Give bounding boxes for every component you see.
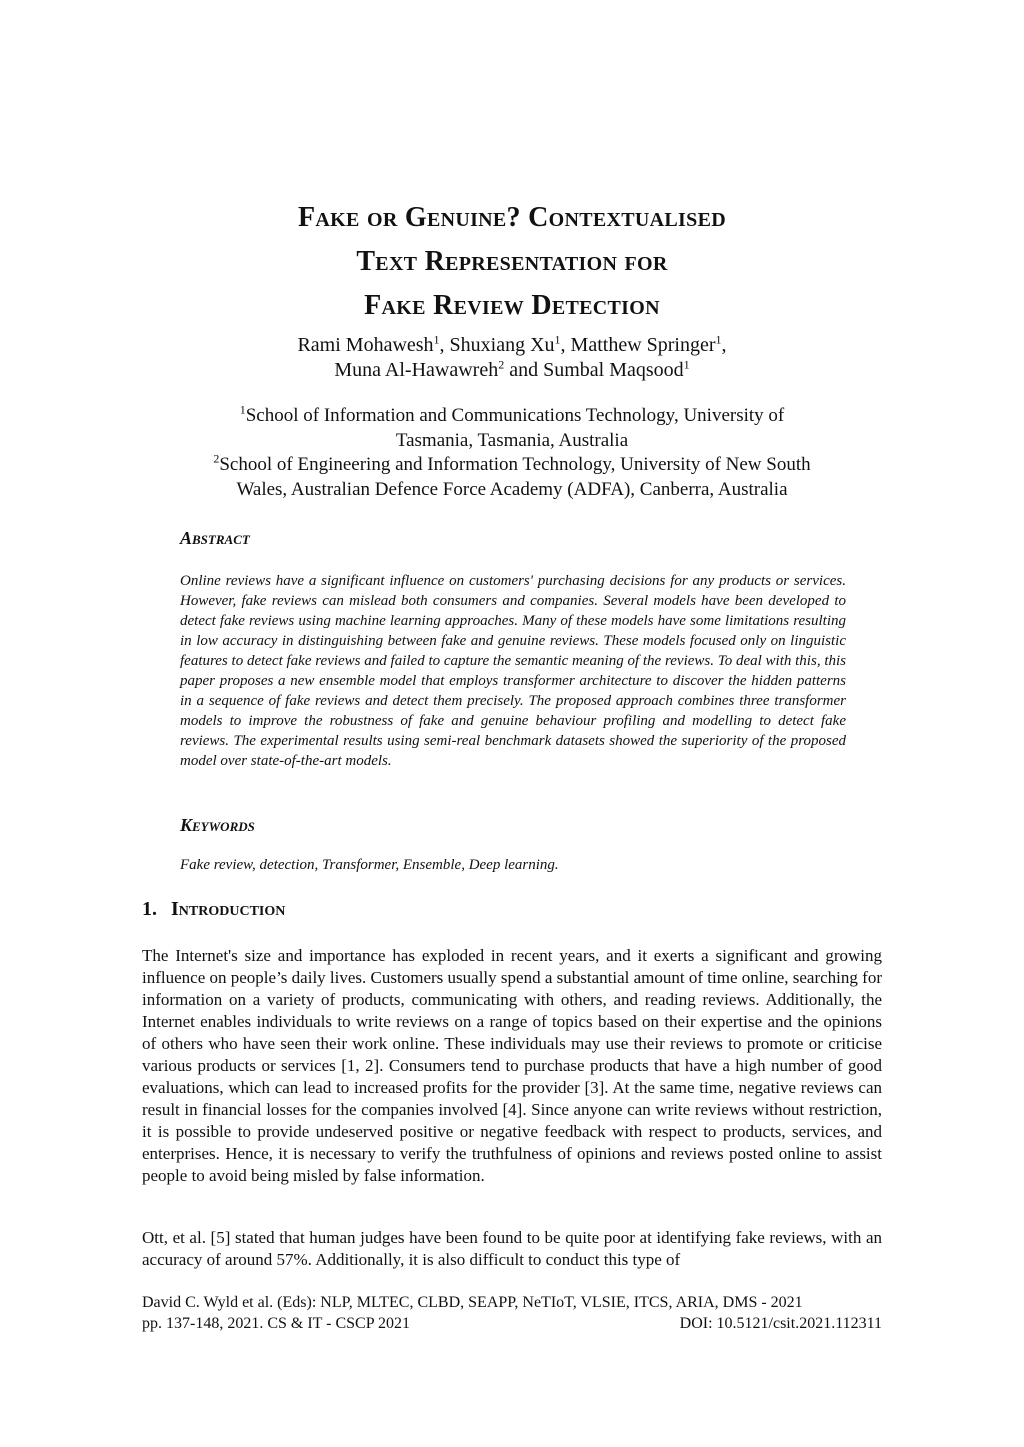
footer-proceedings: David C. Wyld et al. (Eds): NLP, MLTEC, CLBD, SEAPP, NeTIoT, VLSIE, ITCS, ARIA, DMS - 2021 bbox=[142, 1294, 803, 1311]
abstract-body: Online reviews have a significant influence on customers' purchasing decisions for any products or services. However, fake reviews can mislead both consumers and companies. Several models have been developed to detect fake reviews using machine learning approaches. Many of these models have some limitations resulting in low accuracy in distinguishing between fake and genuine reviews. These models focused only on linguistic features to detect fake reviews and failed to capture the semantic meaning of the reviews. To deal with this, this paper proposes a new ensemble model that employs transformer architecture to discover the hidden patterns in a sequence of fake reviews and detect them precisely. The proposed approach combines three transformer models to improve the robustness of fake and genuine behaviour profiling and modelling to detect fake reviews. The experimental results using semi-real benchmark datasets showed the superiority of the proposed model over state-of-the-art models. bbox=[180, 573, 846, 769]
title-line-2: Text Representation for bbox=[356, 246, 668, 277]
author-affil-mark: 1 bbox=[433, 332, 440, 347]
keywords-body: Fake review, detection, Transformer, Ensemble, Deep learning. bbox=[180, 857, 559, 873]
intro-paragraph-2: Ott, et al. [5] stated that human judges have been found to be quite poor at identifying fake reviews, with an accuracy of around 57%. Additionally, it is also difficult to conduct this type of bbox=[142, 1228, 882, 1269]
affil-mark: 2 bbox=[213, 451, 220, 466]
affil-mark: 1 bbox=[239, 402, 246, 417]
author-line-2 bbox=[120, 358, 904, 383]
affiliation-1-line-1 bbox=[120, 404, 904, 429]
author-list bbox=[120, 333, 904, 383]
author-affil-mark: 1 bbox=[683, 357, 690, 372]
keywords-heading: Keywords bbox=[180, 815, 255, 835]
footer-citation-row bbox=[142, 1315, 882, 1333]
abstract-heading: Abstract bbox=[180, 528, 250, 548]
author-name: Rami Mohawesh bbox=[297, 334, 434, 356]
author-affil-mark: 1 bbox=[715, 332, 722, 347]
author-name: , Shuxiang Xu bbox=[439, 334, 555, 356]
author-name: , Matthew Springer bbox=[560, 334, 716, 356]
affil-text: School of Engineering and Information Technology, University of New South bbox=[219, 454, 811, 475]
author-affil-mark: 1 bbox=[554, 332, 561, 347]
paper-title bbox=[120, 196, 904, 328]
title-line-3: Fake Review Detection bbox=[364, 290, 660, 321]
footer-doi: DOI: 10.5121/csit.2021.112311 bbox=[679, 1315, 882, 1332]
affiliations bbox=[120, 404, 904, 502]
section-title: Introduction bbox=[171, 898, 286, 920]
affiliation-2-line-2: Wales, Australian Defence Force Academy (ADFA), Canberra, Australia bbox=[236, 478, 788, 500]
introduction-heading bbox=[142, 898, 285, 921]
affil-text: School of Information and Communications Technology, University of bbox=[245, 405, 785, 426]
author-affil-mark: 2 bbox=[498, 357, 505, 372]
intro-paragraph-1: The Internet's size and importance has exploded in recent years, and it exerts a significant and growing influence on people’s daily lives. Customers usually spend a substantial amount of time online, searching for information on a variety of products, communicating with others, and reading reviews. Additionally, the Internet enables individuals to write reviews on a range of topics based on their expertise and the opinions of others who have seen their work online. These individuals may use their reviews to promote or criticise various products or services [1, 2]. Consumers tend to purchase products that have a high number of good evaluations, which can lead to increased profits for the provider [3]. At the same time, negative reviews can result in financial losses for the companies involved [4]. Since anyone can write reviews without restriction, it is possible to provide undeserved positive or negative feedback with respect to products, services, and enterprises. Hence, it is necessary to verify the truthfulness of opinions and reviews posted online to assist people to avoid being misled by false information. bbox=[142, 946, 882, 1185]
affiliation-1-line-2: Tasmania, Tasmania, Australia bbox=[395, 429, 629, 451]
author-name: and Sumbal Maqsood bbox=[504, 359, 684, 381]
author-line-1 bbox=[120, 333, 904, 358]
title-line-1: Fake or Genuine? Contextualised bbox=[298, 202, 726, 233]
section-number: 1. bbox=[142, 898, 157, 920]
author-name: Muna Al-Hawawreh bbox=[334, 359, 499, 381]
affiliation-2-line-1 bbox=[120, 453, 904, 478]
author-separator: , bbox=[721, 334, 727, 356]
footer-pages: pp. 137-148, 2021. CS & IT - CSCP 2021 bbox=[142, 1315, 411, 1332]
